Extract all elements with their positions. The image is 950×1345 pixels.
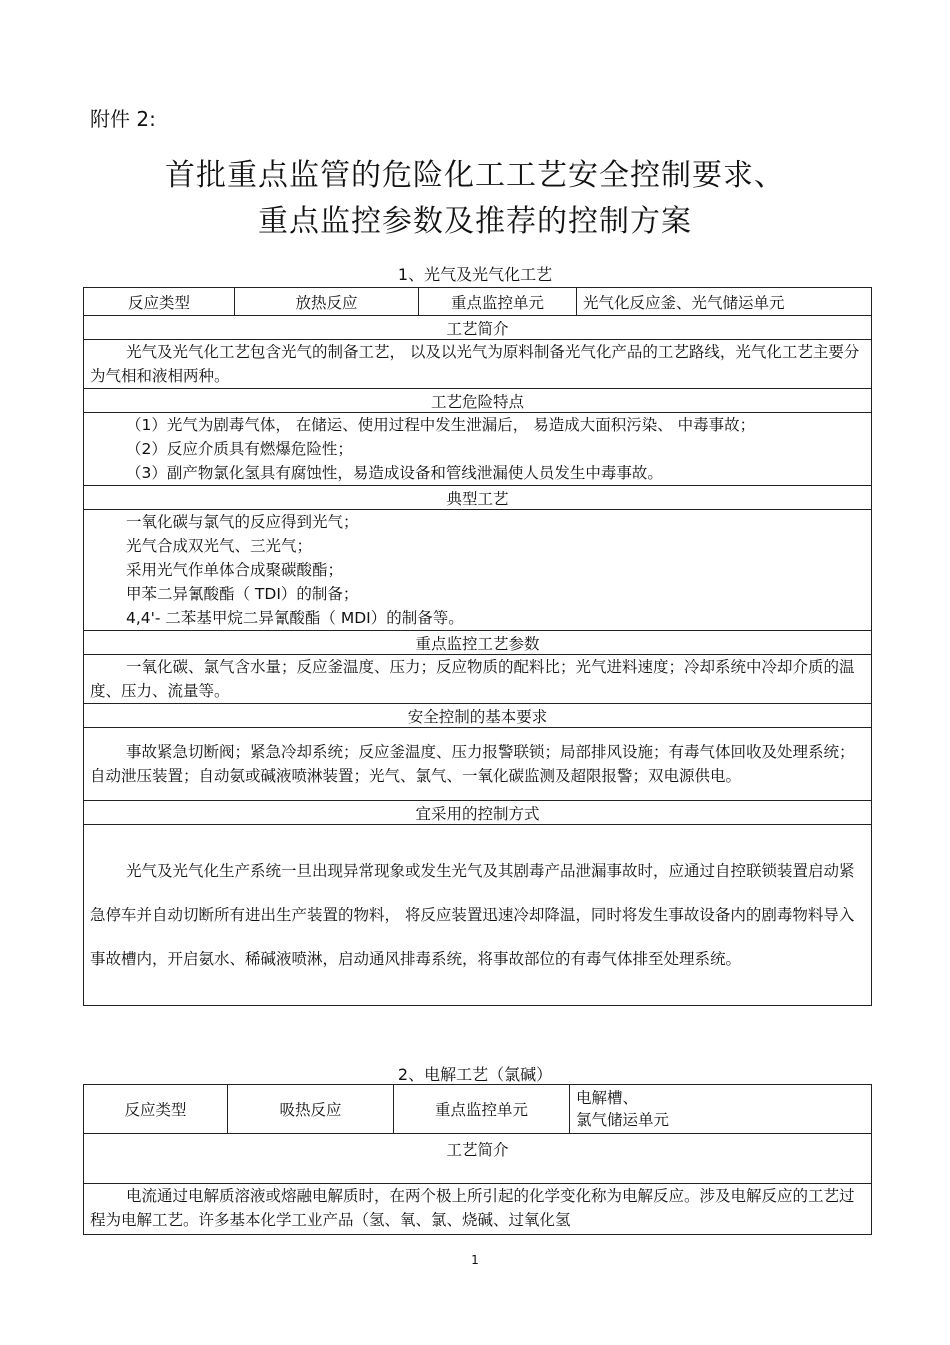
safety-text: 事故紧急切断阀；紧急冷却系统；反应釜温度、压力报警联锁；局部排风设施；有毒气体回收及处理系统；自动泄压装置；自动氨或碱液喷淋装置；光气、氯气、一氧化碳监测及超限报警；双电源供电。 — [90, 743, 855, 785]
monitor-unit-value: 光气化反应釜、光气储运单元 — [577, 288, 872, 316]
params-text: 一氧化碳、氯气含水量；反应釜温度、压力；反应物质的配料比；光气进料速度；冷却系统中冷却介质的温度、压力、流量等。 — [90, 658, 855, 700]
monitor-unit-value — [570, 1085, 872, 1134]
monitor-unit-label: 重点监控单元 — [394, 1085, 570, 1134]
typical-item: 甲苯二异氰酸酯（ TDI）的制备； — [126, 585, 359, 603]
hazard-cell — [84, 413, 872, 486]
control-title: 宜采用的控制方式 — [84, 801, 872, 825]
hazard-item: （2）反应介质具有燃爆危险性； — [126, 440, 353, 458]
section1-table — [83, 287, 872, 1006]
typical-item: 采用光气作单体合成聚碳酸酯； — [126, 561, 344, 579]
section2-table — [83, 1084, 872, 1235]
reaction-type-value: 吸热反应 — [228, 1085, 394, 1134]
typical-item: 4,4'- 二苯基甲烷二异氰酸酯（ MDI）的制备等。 — [126, 609, 464, 627]
typical-cell — [84, 510, 872, 631]
attachment-label: 附件 2: — [90, 107, 156, 131]
intro-text: 光气及光气化工艺包含光气的制备工艺， 以及以光气为原料制备光气化产品的工艺路线，光气化工艺主要分为气相和液相两种。 — [90, 343, 860, 385]
typical-item: 一氧化碳与氯气的反应得到光气； — [126, 513, 359, 531]
typical-title: 典型工艺 — [84, 486, 872, 510]
hazard-title: 工艺危险特点 — [84, 389, 872, 413]
section2-intro-text: 电流通过电解质溶液或熔融电解质时，在两个极上所引起的化学变化称为电解反应。涉及电解反应的工艺过程为电解工艺。许多基本化学工业产品（氢、氧、氯、烧碱、过氧化氢 — [90, 1187, 855, 1229]
section2-intro-cell — [84, 1184, 872, 1235]
section2-header-row — [84, 1085, 872, 1134]
typical-item: 光气合成双光气、三光气； — [126, 537, 313, 555]
reaction-type-label: 反应类型 — [84, 1085, 228, 1134]
intro-cell — [84, 340, 872, 389]
monitor-unit-value-line1: 电解槽、 — [576, 1089, 639, 1107]
section2-intro-title: 工艺简介 — [84, 1134, 872, 1184]
params-cell — [84, 655, 872, 704]
document-title-line2: 重点监控参数及推荐的控制方案 — [258, 204, 692, 239]
reaction-type-value: 放热反应 — [235, 288, 419, 316]
safety-cell — [84, 728, 872, 801]
reaction-type-label: 反应类型 — [84, 288, 235, 316]
monitor-unit-value-line2: 氯气储运单元 — [576, 1111, 670, 1129]
document-title-line1: 首批重点监管的危险化工工艺安全控制要求、 — [165, 158, 785, 193]
control-text: 光气及光气化生产系统一旦出现异常现象或发生光气及其剧毒产品泄漏事故时，应通过自控联锁装置启动紧急停车并自动切断所有进出生产装置的物料， 将反应装置迅速冷却降温，同时将发生事故设备内的剧毒物料导入事故槽内，开启氨水、稀碱液喷淋，启动通风排毒系统，将事故部位的有毒气体排至处理系统。 — [90, 862, 855, 968]
hazard-item: （1）光气为剧毒气体， 在储运、使用过程中发生泄漏后， 易造成大面积污染、 中毒事故； — [126, 416, 756, 434]
section1-header-row — [84, 288, 872, 316]
page-number: 1 — [471, 1253, 479, 1267]
intro-title: 工艺简介 — [84, 316, 872, 340]
params-title: 重点监控工艺参数 — [84, 631, 872, 655]
control-cell — [84, 825, 872, 1006]
section1-heading: 1、光气及光气化工艺 — [397, 265, 553, 284]
safety-title: 安全控制的基本要求 — [84, 704, 872, 728]
hazard-item: （3）副产物氯化氢具有腐蚀性，易造成设备和管线泄漏使人员发生中毒事故。 — [126, 464, 663, 482]
section2-heading: 2、电解工艺（氯碱） — [397, 1065, 553, 1084]
monitor-unit-label: 重点监控单元 — [419, 288, 577, 316]
